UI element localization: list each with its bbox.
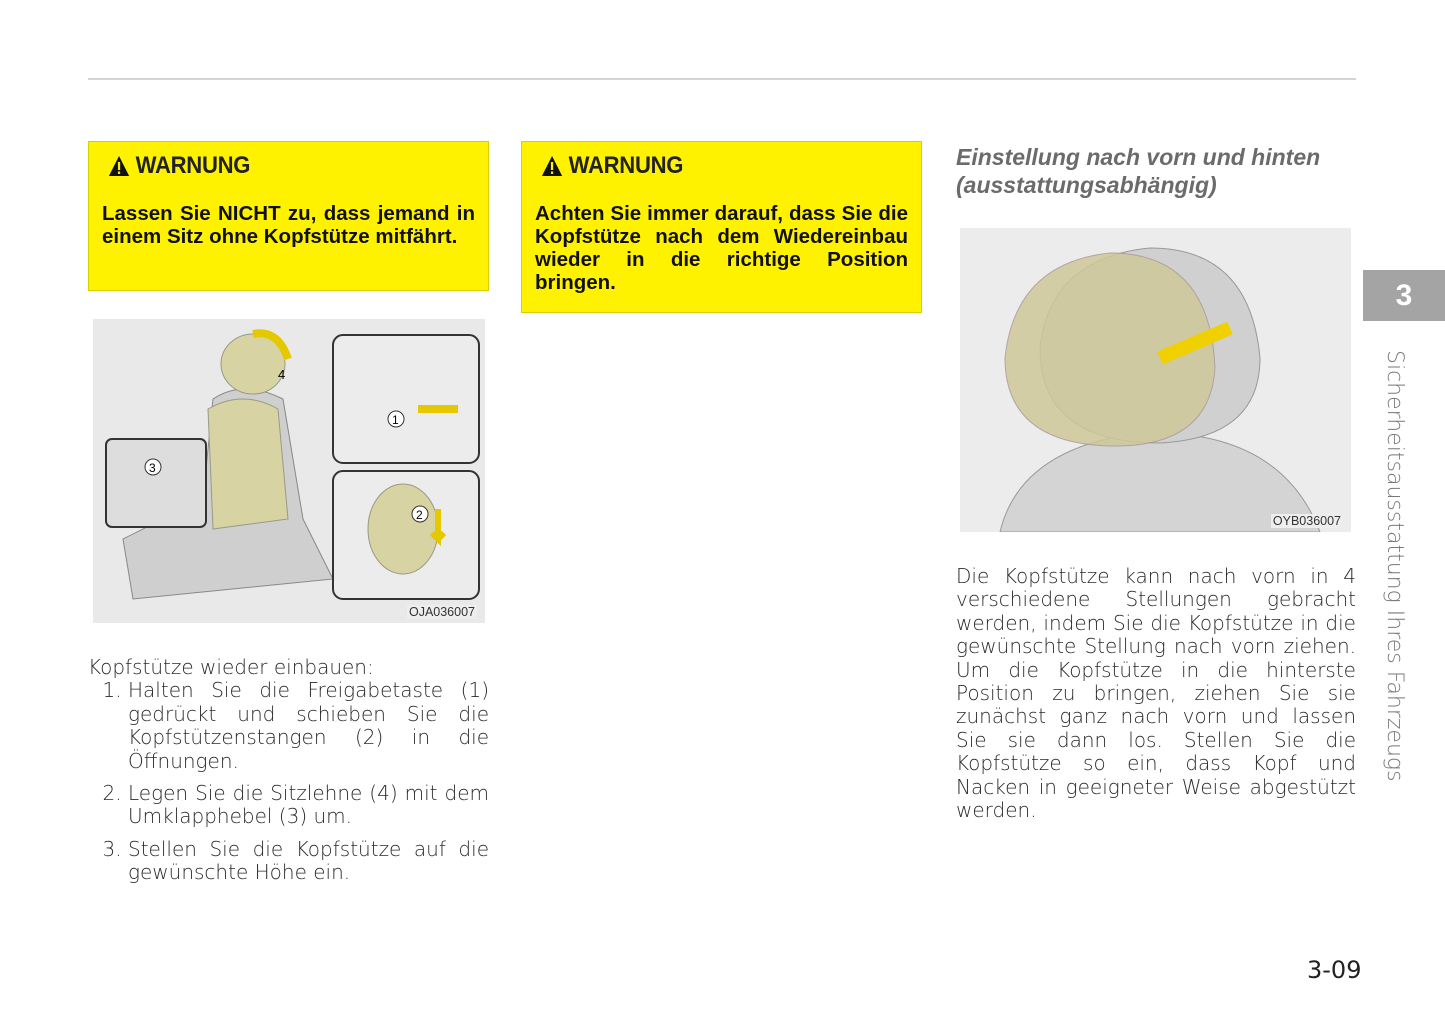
seat-illustration — [93, 319, 485, 623]
warning-text: Achten Sie immer darauf, dass Sie die Kopfstütze nach dem Wiedereinbau wieder in die richtige Position bringen. — [535, 202, 908, 294]
svg-text:4: 4 — [278, 367, 286, 382]
warning-title: WARNUNG — [568, 152, 684, 179]
instruction-step: 1. Halten Sie die Freigabetaste (1) gedrückt und schieben Sie die Kopfstützenstangen (2) in die Öffnungen. — [128, 679, 489, 773]
svg-text:3: 3 — [149, 461, 156, 475]
section-heading: Einstellung nach vorn und hinten (ausstattungsabhängig) — [956, 144, 1321, 198]
instruction-step: 3. Stellen Sie die Kopfstütze auf die gewünschte Höhe ein. — [128, 838, 489, 885]
warning-triangle-icon — [541, 155, 563, 177]
warning-text: Lassen Sie NICHT zu, dass jemand in einem Sitz ohne Kopfstütze mitfährt. — [102, 202, 475, 248]
warning-triangle-icon — [108, 155, 130, 177]
headrest-adjust-figure — [960, 228, 1351, 532]
headrest-install-figure — [93, 319, 485, 623]
svg-text:1: 1 — [392, 413, 399, 427]
chapter-title: Sicherheitsausstattung Ihres Fahrzeugs — [1382, 350, 1407, 782]
figure-code: OJA036007 — [408, 605, 475, 619]
figure-code: OYB036007 — [1272, 514, 1341, 528]
section-body: Die Kopfstütze kann nach vorn in 4 verschiedene Stellungen gebracht werden, indem Sie die Kopfstütze in die gewünschte Stellung nach vorn ziehen. Um die Kopfstütze in die hinterste Position zu bringen, ziehen Sie sie zunächst ganz nach vorn und lassen Sie sie dann los. Stellen Sie die Kopfstütze so ein, dass Kopf und Nacken in geeigneter Weise abgestützt werden. — [956, 564, 1356, 823]
page-number: 3-09 — [1307, 956, 1362, 984]
instructions-list — [88, 679, 489, 884]
warning-title: WARNUNG — [135, 152, 251, 179]
chapter-tab[interactable]: 3 — [1363, 270, 1445, 321]
headrest-illustration — [960, 228, 1351, 532]
instruction-step: 2. Legen Sie die Sitzlehne (4) mit dem Umklapphebel (3) um. — [128, 782, 489, 829]
header-rule — [88, 78, 1356, 80]
reinstall-instructions — [88, 656, 489, 894]
instructions-intro: Kopfstütze wieder einbauen: — [88, 655, 374, 679]
svg-text:2: 2 — [416, 508, 423, 522]
warning-box-2 — [521, 141, 922, 313]
warning-box-1 — [88, 141, 489, 291]
